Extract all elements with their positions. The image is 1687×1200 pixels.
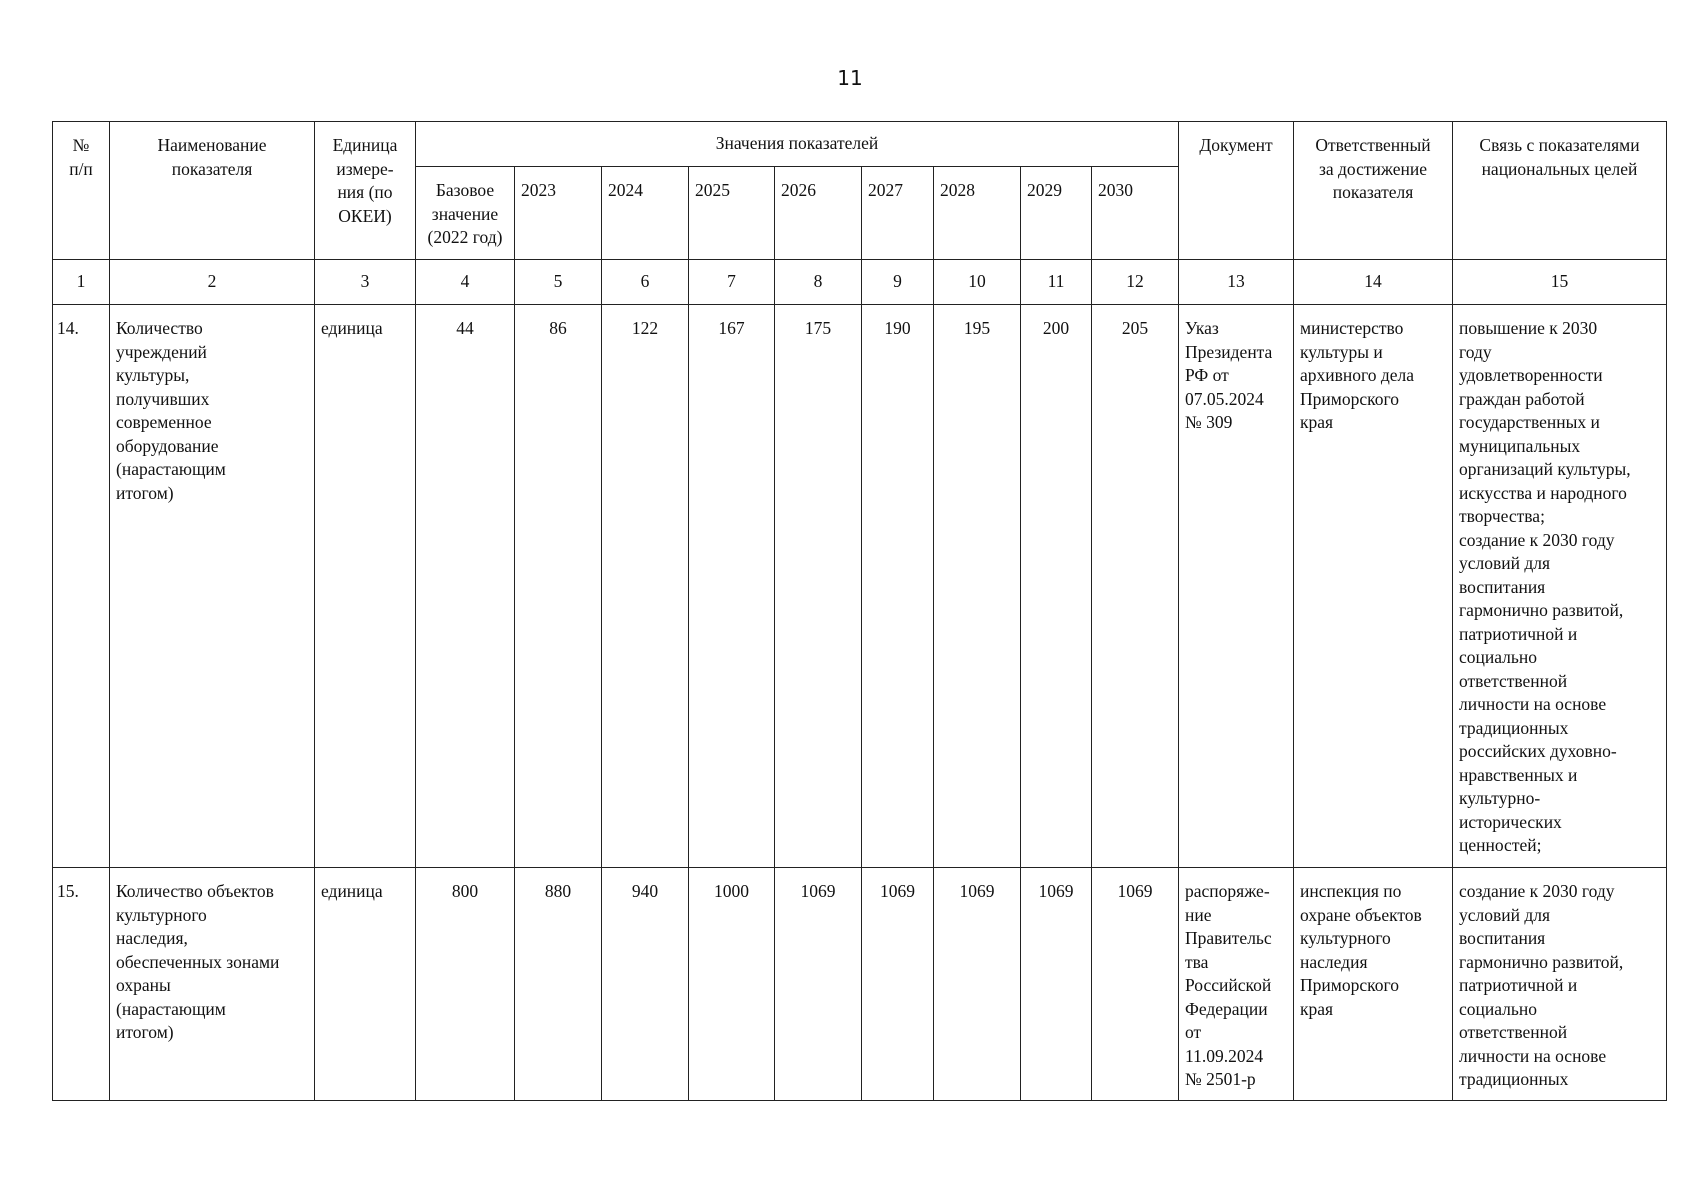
column-number: 9	[862, 260, 934, 305]
column-number: 13	[1179, 260, 1294, 305]
header-responsible: Ответственный за достижение показателя	[1294, 122, 1453, 260]
national-goals-link: создание к 2030 году условий для воспитания гармонично развитой, патриотичной и социально ответственной личности на основе традиционных	[1453, 868, 1667, 1101]
year-value: 1069	[862, 868, 934, 1101]
header-year: 2024	[602, 167, 689, 260]
column-number: 12	[1092, 260, 1179, 305]
header-year: 2026	[775, 167, 862, 260]
column-numbers-row	[53, 260, 1667, 305]
year-value: 195	[934, 305, 1021, 868]
header-row-top	[53, 122, 1667, 167]
responsible: инспекция по охране объектов культурного наследия Приморского края	[1294, 868, 1453, 1101]
page-number: 11	[837, 66, 863, 90]
year-value: 880	[515, 868, 602, 1101]
header-national-goals-link: Связь с показателями национальных целей	[1453, 122, 1667, 260]
unit: единица	[315, 305, 416, 868]
responsible: министерство культуры и архивного дела Приморского края	[1294, 305, 1453, 868]
column-number: 5	[515, 260, 602, 305]
year-value: 122	[602, 305, 689, 868]
header-year: 2030	[1092, 167, 1179, 260]
column-number: 7	[689, 260, 775, 305]
table-row	[53, 305, 1667, 868]
header-base-value: Базовое значение (2022 год)	[416, 167, 515, 260]
year-value: 200	[1021, 305, 1092, 868]
row-number: 15.	[53, 868, 110, 1101]
base-value: 44	[416, 305, 515, 868]
header-document: Документ	[1179, 122, 1294, 260]
document: Указ Президента РФ от 07.05.2024 № 309	[1179, 305, 1294, 868]
column-number: 10	[934, 260, 1021, 305]
column-number: 2	[110, 260, 315, 305]
row-number: 14.	[53, 305, 110, 868]
base-value: 800	[416, 868, 515, 1101]
year-value: 1069	[1021, 868, 1092, 1101]
year-value: 190	[862, 305, 934, 868]
column-number: 1	[53, 260, 110, 305]
header-unit: Единица измере- ния (по ОКЕИ)	[315, 122, 416, 260]
year-value: 167	[689, 305, 775, 868]
column-number: 4	[416, 260, 515, 305]
unit: единица	[315, 868, 416, 1101]
year-value: 205	[1092, 305, 1179, 868]
table-row	[53, 868, 1667, 1101]
header-year: 2027	[862, 167, 934, 260]
header-number: № п/п	[53, 122, 110, 260]
header-indicator-name: Наименование показателя	[110, 122, 315, 260]
indicator-name: Количество объектов культурного наследия, обеспеченных зонами охраны (нарастающим итогом)	[110, 868, 315, 1101]
column-number: 15	[1453, 260, 1667, 305]
column-number: 14	[1294, 260, 1453, 305]
year-value: 1069	[934, 868, 1021, 1101]
header-year: 2028	[934, 167, 1021, 260]
year-value: 1000	[689, 868, 775, 1101]
header-values-group: Значения показателей	[416, 122, 1179, 167]
indicators-table	[52, 121, 1667, 1101]
year-value: 940	[602, 868, 689, 1101]
header-year: 2029	[1021, 167, 1092, 260]
year-value: 1069	[775, 868, 862, 1101]
year-value: 86	[515, 305, 602, 868]
national-goals-link: повышение к 2030 году удовлетворенности граждан работой государственных и муниципальных организаций культуры, искусства и народного творчества; создание к 2030 году условий для воспитания гармонично развитой, патриотичной и социально ответственной личности на основе традиционных российских духовно- нравственных и культурно- исторических ценностей;	[1453, 305, 1667, 868]
column-number: 8	[775, 260, 862, 305]
year-value: 1069	[1092, 868, 1179, 1101]
header-year: 2025	[689, 167, 775, 260]
document: распоряже- ние Правительс тва Российской Федерации от 11.09.2024 № 2501-р	[1179, 868, 1294, 1101]
header-year: 2023	[515, 167, 602, 260]
year-value: 175	[775, 305, 862, 868]
column-number: 3	[315, 260, 416, 305]
column-number: 11	[1021, 260, 1092, 305]
column-number: 6	[602, 260, 689, 305]
indicator-name: Количество учреждений культуры, получивших современное оборудование (нарастающим итогом)	[110, 305, 315, 868]
